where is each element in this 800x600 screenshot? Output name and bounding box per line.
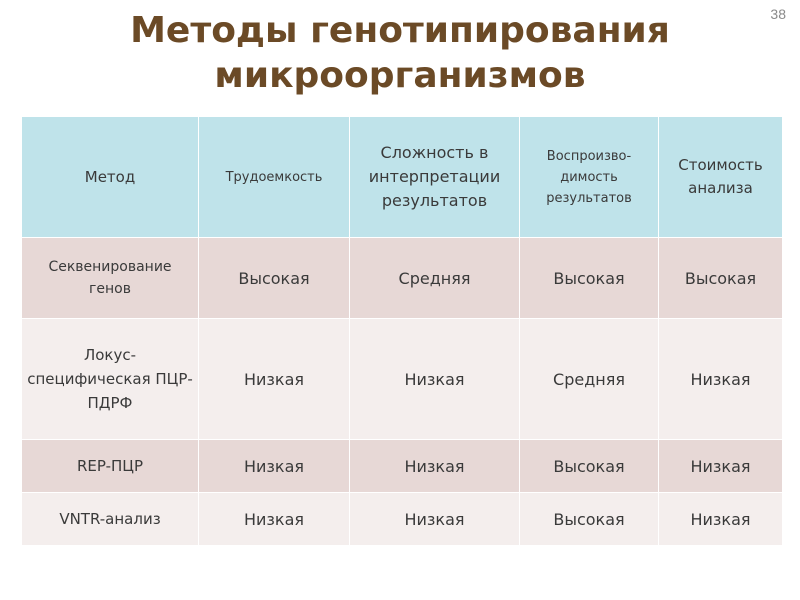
slide-number: 38 xyxy=(770,6,786,22)
reproducibility-cell: Высокая xyxy=(520,493,659,546)
method-name-cell: Секвенирование генов xyxy=(22,238,199,319)
slide-title-line-1: Методы генотипирования xyxy=(130,10,670,51)
interpretation-complexity-cell: Средняя xyxy=(350,238,520,319)
labor-intensity-cell: Низкая xyxy=(199,319,350,440)
method-name-cell: VNTR-анализ xyxy=(22,493,199,546)
header-cost: Стоимость анализа xyxy=(659,117,783,238)
table-row xyxy=(22,493,783,546)
table-row xyxy=(22,319,783,440)
slide-title xyxy=(0,8,800,98)
interpretation-complexity-cell: Низкая xyxy=(350,440,520,493)
reproducibility-cell: Средняя xyxy=(520,319,659,440)
interpretation-complexity-cell: Низкая xyxy=(350,319,520,440)
reproducibility-cell: Высокая xyxy=(520,238,659,319)
table-header-row xyxy=(22,117,783,238)
labor-intensity-cell: Высокая xyxy=(199,238,350,319)
header-labor-intensity: Трудоемкость xyxy=(199,117,350,238)
slide-title-line-2: микроорганизмов xyxy=(214,55,586,96)
cost-cell: Низкая xyxy=(659,493,783,546)
labor-intensity-cell: Низкая xyxy=(199,493,350,546)
genotyping-methods-table xyxy=(21,116,783,546)
labor-intensity-cell: Низкая xyxy=(199,440,350,493)
table-row xyxy=(22,440,783,493)
method-name-cell: REP-ПЦР xyxy=(22,440,199,493)
table-row xyxy=(22,238,783,319)
reproducibility-cell: Высокая xyxy=(520,440,659,493)
header-interpretation-complexity: Сложность в интерпретации результатов xyxy=(350,117,520,238)
method-name-cell: Локус-специфическая ПЦР-ПДРФ xyxy=(22,319,199,440)
header-reproducibility: Воспроизво-димость результатов xyxy=(520,117,659,238)
interpretation-complexity-cell: Низкая xyxy=(350,493,520,546)
cost-cell: Низкая xyxy=(659,440,783,493)
cost-cell: Низкая xyxy=(659,319,783,440)
header-method: Метод xyxy=(22,117,199,238)
cost-cell: Высокая xyxy=(659,238,783,319)
